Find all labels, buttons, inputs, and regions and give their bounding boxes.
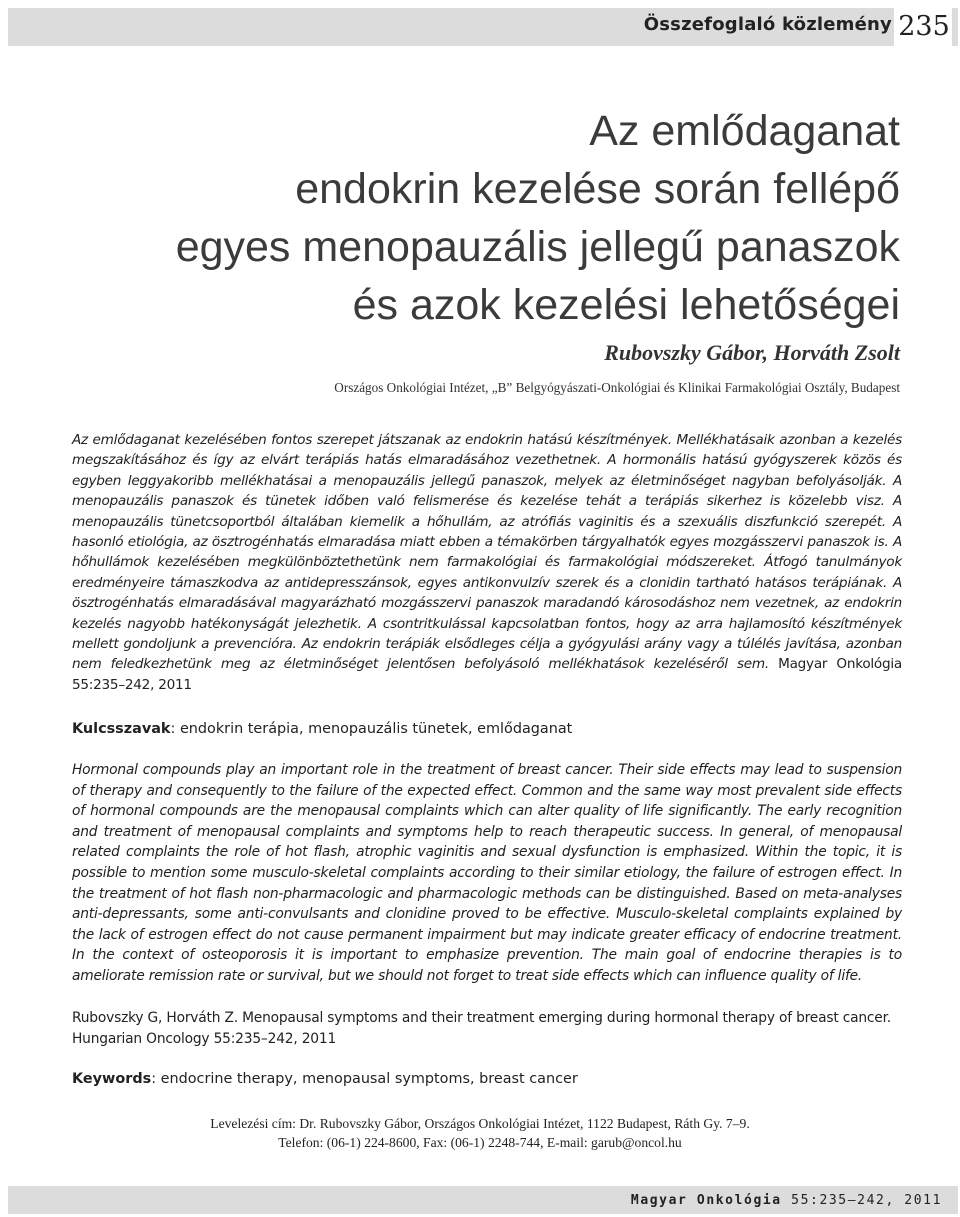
title-line: egyes menopauzális jellegű panaszok	[175, 223, 900, 271]
journal-name: Magyar Onkológia	[630, 1193, 782, 1208]
keywords-hungarian: Kulcsszavak: endokrin terápia, menopauzális tünetek, emlődaganat	[72, 721, 573, 737]
keywords-english: Keywords: endocrine therapy, menopausal symptoms, breast cancer	[72, 1071, 578, 1087]
correspondence-line: Levelezési cím: Dr. Rubovszky Gábor, Országos Onkológiai Intézet, 1122 Budapest, Ráth Gy. 7–9.	[210, 1116, 750, 1131]
abstract-hungarian	[72, 430, 902, 695]
citation-english-line: Hungarian Oncology 55:235–242, 2011	[72, 1031, 337, 1047]
title-line: endokrin kezelése során fellépő	[295, 165, 900, 213]
section-label: Összefoglaló közlemény	[643, 14, 892, 35]
citation-english-line: Rubovszky G, Horváth Z. Menopausal symptoms and their treatment emerging during hormonal therapy of breast cancer.	[72, 1010, 891, 1026]
correspondence-line: Telefon: (06-1) 224-8600, Fax: (06-1) 2248-744, E-mail: garub@oncol.hu	[278, 1135, 682, 1150]
affiliation: Országos Onkológiai Intézet, „B” Belgyógyászati-Onkológiai és Klinikai Farmakológiai Osztály, Budapest	[334, 380, 900, 395]
citation-english	[72, 1008, 902, 1050]
correspondence-address	[0, 1114, 960, 1152]
abstract-hungarian-text: Az emlődaganat kezelésében fontos szerepet játszanak az endokrin hatású készítmények. Mellékhatásaik azonban a kezelés megszakításához és így az elvárt terápiás hatás elmaradásához vezethetnek. A hormonális hatású gyógyszerek közös és egyben leggyakoribb mellékhatásai a menopauzális jellegű panaszok, melyek az életminőséget nagyban befolyásolják. A menopauzális panaszok és tünetek időben való felismerése és kezelése tehát a terápiás sikerhez is közelebb visz. A menopauzális tünetcsoportból általában kiemelik a hőhullám, az atrófiás vaginitis és a szexuális diszfunkció szerepét. A hasonló etiológia, az ösztrogénhatás elmaradása miatt ebben a témakörben tárgyalhatók egyes mozgásszervi panaszok is. A hőhullámok kezelésében megkülönböztethetünk nem farmakológiai és farmakológiai módszereket. Átfogó tanulmányok eredményeire támaszkodva az antidepresszánsok, egyes antikonvulzív szerek és a clonidin tartható hatásos terápiának. A ösztrogénhatás elmaradásával magyarázható mozgásszervi panaszok maradandó károsodáshoz nem vezetnek, az endokrin kezelés nagyobb hatékonyságát jelezhetik. A csontritkulással kapcsolatban fontos, hogy az arra hajlamosító készítmények mellett gondoljunk a prevencióra. Az endokrin terápiák elsődleges célja a gyógyulási arány vagy a túlélés javítása, azonban nem feledkezhetünk meg az életminőséget jelentősen befolyásoló mellékhatások kezeléséről sem.	[72, 432, 902, 673]
article-title	[100, 102, 900, 334]
authors: Rubovszky Gábor, Horváth Zsolt	[604, 340, 900, 365]
journal-issue: 55:235–242, 2011	[791, 1193, 942, 1208]
title-line: Az emlődaganat	[589, 107, 900, 155]
keywords-hungarian-label: Kulcsszavak	[72, 721, 171, 737]
keywords-english-value: endocrine therapy, menopausal symptoms, breast cancer	[160, 1071, 578, 1087]
keywords-hungarian-value: endokrin terápia, menopauzális tünetek, emlődaganat	[179, 721, 573, 737]
title-line: és azok kezelési lehetőségei	[352, 281, 900, 329]
abstract-hungarian-citation: Magyar Onkológia 55:235–242, 2011	[72, 656, 902, 693]
journal-footer	[631, 1193, 942, 1208]
abstract-english: Hormonal compounds play an important role in the treatment of breast cancer. Their side effects may lead to suspension of therapy and consequently to the failure of the expected effect. Common and the same way most prevalent side effects of hormonal compounds are the menopausal complaints which can alter quality of life significantly. The early recognition and treatment of menopausal complaints and symptoms help to reach therapeutic success. In general, of menopausal related complaints the role of hot flash, atrophic vaginitis and sexual dysfunction is emphasized. Within the topic, it is possible to mention some musculo-skeletal complaints according to their similar etiology, the failure of estrogen effect. In the treatment of hot flash non-pharmacologic and pharmacologic methods can be distinguished. Based on meta-analyses anti-depressants, some anti-convulsants and clonidine proved to be effective. Musculo-skeletal complaints explained by the lack of estrogen effect do not cause permanent impairment but may indicate greater efficacy of endocrine treatment. In the context of osteoporosis it is important to emphasize prevention. The main goal of endocrine therapies is to ameliorate remission rate or survival, but we should not forget to treat side effects which can influence quality of life.	[72, 762, 902, 984]
page-number: 235	[894, 8, 952, 46]
keywords-english-label: Keywords	[72, 1071, 152, 1087]
